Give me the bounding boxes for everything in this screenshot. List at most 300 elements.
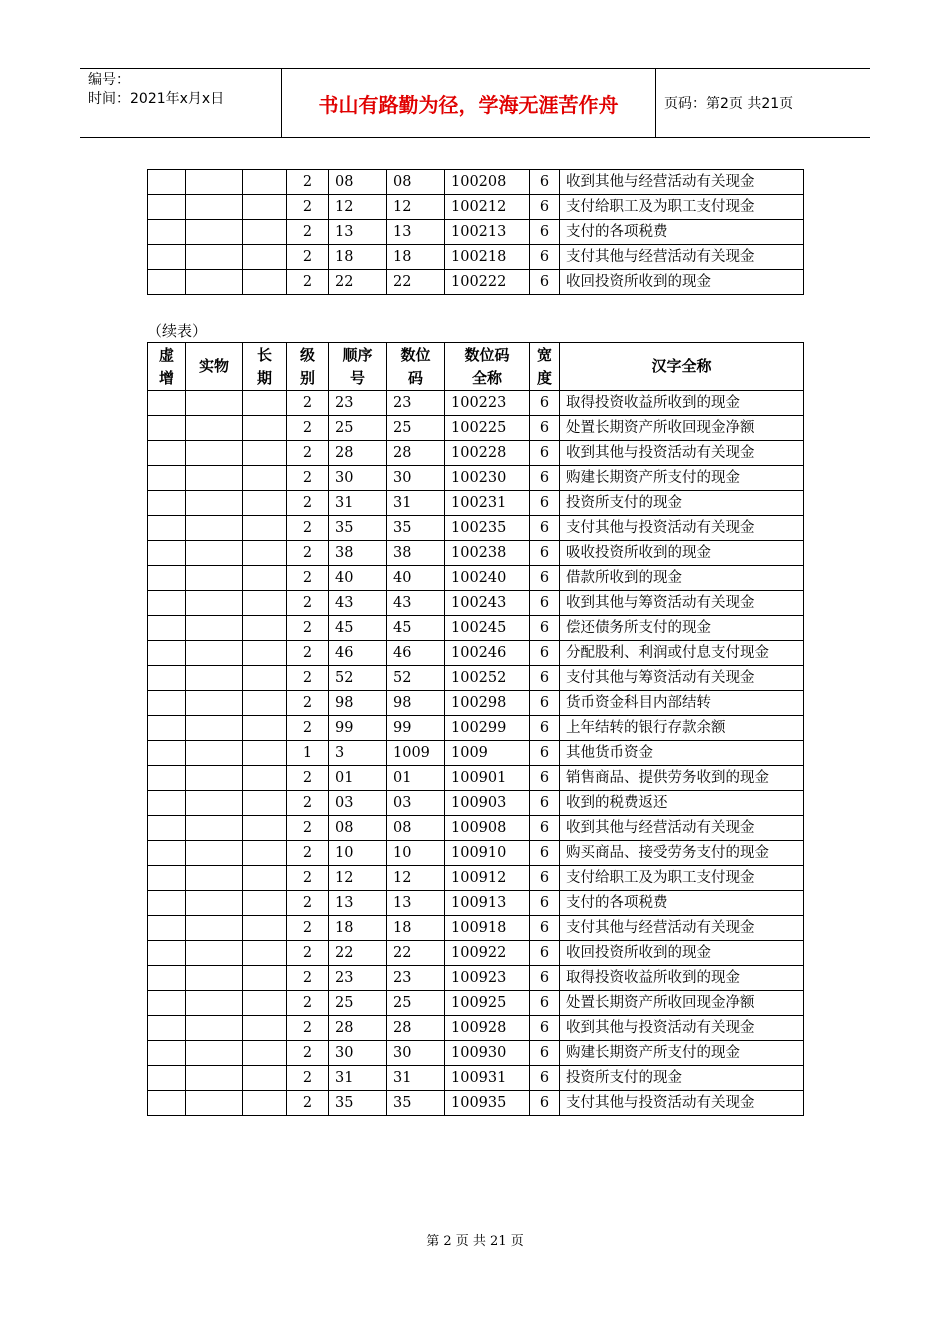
table-cell: 31 [387, 491, 445, 516]
column-header-line: 级 [299, 345, 315, 364]
table-cell: 23 [329, 391, 387, 416]
table-cell: 收到的税费返还 [560, 791, 804, 816]
table-cell [148, 220, 186, 245]
header-page-info: 页码：第2页 共21页 [664, 96, 794, 112]
table-cell [243, 791, 287, 816]
table-cell [186, 916, 243, 941]
table-cell: 23 [387, 966, 445, 991]
table-cell [243, 766, 287, 791]
table-cell [186, 441, 243, 466]
header-motto: 书山有路勤为径，学海无涯苦作舟 [318, 92, 619, 117]
table-cell: 22 [329, 941, 387, 966]
table-cell [148, 641, 186, 666]
table-cell [148, 841, 186, 866]
table-row [148, 170, 804, 195]
table-cell [243, 916, 287, 941]
table-cell: 6 [530, 491, 560, 516]
table-cell: 99 [329, 716, 387, 741]
table-cell [148, 491, 186, 516]
table-cell [148, 245, 186, 270]
table-cell: 100298 [445, 691, 530, 716]
table-cell: 6 [530, 666, 560, 691]
table-cell [243, 245, 287, 270]
table-cell: 支付其他与投资活动有关现金 [560, 516, 804, 541]
table-cell: 98 [329, 691, 387, 716]
column-header-line: 期 [256, 368, 272, 387]
table-row [148, 491, 804, 516]
column-header-line: 数位 [400, 345, 431, 364]
table-cell: 收到其他与投资活动有关现金 [560, 1016, 804, 1041]
table-cell: 100923 [445, 966, 530, 991]
table-cell: 35 [329, 516, 387, 541]
table-cell [243, 891, 287, 916]
table-cell [243, 741, 287, 766]
table-cell: 2 [287, 891, 329, 916]
table-cell: 12 [387, 866, 445, 891]
table-cell: 46 [387, 641, 445, 666]
table-cell: 52 [387, 666, 445, 691]
table-cell: 6 [530, 270, 560, 295]
table-cell: 1 [287, 741, 329, 766]
table-cell: 借款所收到的现金 [560, 566, 804, 591]
column-header [560, 343, 804, 391]
table-cell: 08 [387, 170, 445, 195]
table-cell: 支付其他与经营活动有关现金 [560, 916, 804, 941]
table-cell [148, 741, 186, 766]
table-row [148, 441, 804, 466]
table-cell: 6 [530, 220, 560, 245]
table-cell: 2 [287, 1041, 329, 1066]
table-cell [186, 466, 243, 491]
table-cell [186, 716, 243, 741]
table-cell: 2 [287, 170, 329, 195]
table-cell: 2 [287, 691, 329, 716]
table-cell: 40 [387, 566, 445, 591]
table-cell: 100228 [445, 441, 530, 466]
table-cell: 22 [329, 270, 387, 295]
column-header [186, 343, 243, 391]
table-cell: 31 [329, 1066, 387, 1091]
table-cell: 03 [387, 791, 445, 816]
table-cell: 2 [287, 516, 329, 541]
table-cell: 35 [387, 1091, 445, 1116]
table-cell: 投资所支付的现金 [560, 1066, 804, 1091]
table-cell: 100230 [445, 466, 530, 491]
table-cell: 6 [530, 566, 560, 591]
table-cell: 2 [287, 391, 329, 416]
table-cell [148, 616, 186, 641]
table-cell: 6 [530, 245, 560, 270]
table-cell: 6 [530, 916, 560, 941]
table-cell: 100912 [445, 866, 530, 891]
table-cell: 吸收投资所收到的现金 [560, 541, 804, 566]
table-row [148, 666, 804, 691]
table-cell: 6 [530, 541, 560, 566]
header-meta [88, 71, 283, 109]
table-cell: 10 [387, 841, 445, 866]
table-cell: 6 [530, 641, 560, 666]
table-cell: 2 [287, 866, 329, 891]
page-footer: 第 2 页 共 21 页 [426, 1234, 524, 1249]
table-cell: 98 [387, 691, 445, 716]
table-cell [148, 195, 186, 220]
column-header [148, 343, 186, 391]
table-cell: 6 [530, 616, 560, 641]
table-cell: 28 [329, 441, 387, 466]
column-header-line: 全称 [471, 368, 502, 387]
table-cell: 100918 [445, 916, 530, 941]
table-row [148, 791, 804, 816]
table-cell: 100928 [445, 1016, 530, 1041]
table-cell: 2 [287, 841, 329, 866]
table-cell: 2 [287, 991, 329, 1016]
table-cell [243, 566, 287, 591]
table-cell: 支付其他与投资活动有关现金 [560, 1091, 804, 1116]
main-table [147, 342, 804, 1116]
table-cell: 其他货币资金 [560, 741, 804, 766]
table-cell [186, 816, 243, 841]
table-cell [148, 991, 186, 1016]
table-cell [186, 566, 243, 591]
table-cell [148, 766, 186, 791]
table-cell: 6 [530, 766, 560, 791]
table-cell: 1009 [445, 741, 530, 766]
table-row [148, 416, 804, 441]
table-cell: 25 [329, 416, 387, 441]
table-cell: 45 [387, 616, 445, 641]
table-cell: 收到其他与经营活动有关现金 [560, 816, 804, 841]
table-cell: 35 [387, 516, 445, 541]
table-cell: 6 [530, 441, 560, 466]
table-cell: 6 [530, 841, 560, 866]
table-cell [148, 416, 186, 441]
table-cell: 6 [530, 591, 560, 616]
table-cell [148, 966, 186, 991]
table-cell: 2 [287, 791, 329, 816]
table-row [148, 1066, 804, 1091]
table-row [148, 220, 804, 245]
table-cell [148, 1016, 186, 1041]
table-cell: 100231 [445, 491, 530, 516]
table-cell: 01 [329, 766, 387, 791]
table-cell [186, 391, 243, 416]
table-cell: 30 [329, 1041, 387, 1066]
table-cell: 6 [530, 195, 560, 220]
top-table [147, 169, 804, 295]
table-cell: 100240 [445, 566, 530, 591]
table-cell: 28 [387, 1016, 445, 1041]
table-cell [148, 1091, 186, 1116]
table-cell: 43 [329, 591, 387, 616]
column-header-line: 顺序 [342, 345, 373, 364]
table-cell [243, 991, 287, 1016]
table-cell [148, 916, 186, 941]
table-cell: 100243 [445, 591, 530, 616]
column-header-line: 虚 [158, 345, 174, 364]
table-cell [148, 791, 186, 816]
table-cell: 2 [287, 541, 329, 566]
table-cell: 100252 [445, 666, 530, 691]
table-cell: 收到其他与筹资活动有关现金 [560, 591, 804, 616]
table-row [148, 891, 804, 916]
table-cell: 100238 [445, 541, 530, 566]
table-row [148, 816, 804, 841]
table-row [148, 1016, 804, 1041]
table-cell [186, 941, 243, 966]
column-header [387, 343, 445, 391]
table-cell [186, 591, 243, 616]
table-cell: 6 [530, 391, 560, 416]
table-cell: 支付给职工及为职工支付现金 [560, 195, 804, 220]
table-cell: 2 [287, 220, 329, 245]
table-cell: 2 [287, 491, 329, 516]
table-cell [243, 1066, 287, 1091]
table-cell: 2 [287, 941, 329, 966]
table-cell: 38 [387, 541, 445, 566]
table-row [148, 866, 804, 891]
table-cell [243, 841, 287, 866]
table-cell [186, 841, 243, 866]
table-cell: 99 [387, 716, 445, 741]
table-cell: 2 [287, 666, 329, 691]
table-row [148, 195, 804, 220]
table-row [148, 391, 804, 416]
table-cell: 2 [287, 195, 329, 220]
table-cell [186, 741, 243, 766]
table-cell: 2 [287, 766, 329, 791]
table-cell: 12 [329, 195, 387, 220]
table-cell: 100246 [445, 641, 530, 666]
table-cell [243, 491, 287, 516]
table-cell [186, 966, 243, 991]
table-cell [148, 516, 186, 541]
table-cell [148, 441, 186, 466]
table-cell: 购建长期资产所支付的现金 [560, 466, 804, 491]
table-cell: 23 [329, 966, 387, 991]
table-cell: 100931 [445, 1066, 530, 1091]
table-cell: 100922 [445, 941, 530, 966]
table-cell [186, 891, 243, 916]
table-cell [186, 270, 243, 295]
table-cell [148, 270, 186, 295]
table-cell: 2 [287, 566, 329, 591]
table-cell: 100935 [445, 1091, 530, 1116]
table-cell: 25 [387, 991, 445, 1016]
table-row [148, 641, 804, 666]
table-cell [243, 591, 287, 616]
table-row [148, 591, 804, 616]
table-cell: 收到其他与投资活动有关现金 [560, 441, 804, 466]
table-cell: 100903 [445, 791, 530, 816]
table-cell: 投资所支付的现金 [560, 491, 804, 516]
table-cell [186, 516, 243, 541]
table-cell: 2 [287, 816, 329, 841]
column-header-line: 别 [299, 368, 315, 387]
table-cell [186, 641, 243, 666]
table-cell [148, 591, 186, 616]
column-header [445, 343, 530, 391]
table-cell [186, 195, 243, 220]
table-cell [243, 816, 287, 841]
table-cell: 2 [287, 1066, 329, 1091]
table-cell [148, 891, 186, 916]
table-cell: 100212 [445, 195, 530, 220]
table-cell: 25 [329, 991, 387, 1016]
table-cell: 12 [329, 866, 387, 891]
table-cell [186, 170, 243, 195]
column-header-line: 实物 [198, 357, 229, 375]
header-motto-cell [281, 69, 656, 137]
table-cell [148, 566, 186, 591]
table-cell [186, 1091, 243, 1116]
table-cell: 取得投资收益所收到的现金 [560, 391, 804, 416]
table-row [148, 1041, 804, 1066]
table-cell: 2 [287, 466, 329, 491]
table-cell [148, 691, 186, 716]
table-cell [148, 816, 186, 841]
table-cell: 08 [387, 816, 445, 841]
table-cell [243, 716, 287, 741]
table-cell [186, 416, 243, 441]
table-cell [243, 866, 287, 891]
table-cell: 100222 [445, 270, 530, 295]
table-cell: 100925 [445, 991, 530, 1016]
table-cell: 2 [287, 441, 329, 466]
document-number-label: 编号： [88, 72, 130, 88]
table-cell: 23 [387, 391, 445, 416]
table-cell: 6 [530, 866, 560, 891]
table-cell: 30 [387, 1041, 445, 1066]
column-header [243, 343, 287, 391]
table-cell: 6 [530, 1016, 560, 1041]
column-header-line: 宽 [536, 345, 552, 364]
table-cell [148, 941, 186, 966]
table-cell: 2 [287, 270, 329, 295]
table-row [148, 766, 804, 791]
table-cell: 2 [287, 916, 329, 941]
table-cell: 28 [329, 1016, 387, 1041]
table-cell: 6 [530, 791, 560, 816]
table-cell: 6 [530, 816, 560, 841]
table-cell [243, 170, 287, 195]
table-cell [243, 466, 287, 491]
table-cell [243, 195, 287, 220]
table-cell [243, 1091, 287, 1116]
table-header-row [148, 343, 804, 391]
table-cell [243, 1041, 287, 1066]
table-cell [243, 416, 287, 441]
table-cell: 6 [530, 466, 560, 491]
table-cell: 2 [287, 1091, 329, 1116]
column-header-line: 数位码 [464, 345, 510, 364]
column-header-line: 度 [536, 368, 552, 387]
table-cell: 100225 [445, 416, 530, 441]
table-cell: 支付给职工及为职工支付现金 [560, 866, 804, 891]
table-cell: 100218 [445, 245, 530, 270]
table-cell [148, 541, 186, 566]
column-header-line: 汉字全称 [651, 357, 712, 375]
table-cell: 2 [287, 1016, 329, 1041]
table-cell: 100908 [445, 816, 530, 841]
table-cell [148, 1066, 186, 1091]
table-cell [243, 441, 287, 466]
table-cell: 6 [530, 741, 560, 766]
table-cell: 6 [530, 991, 560, 1016]
table-cell: 38 [329, 541, 387, 566]
table-cell: 2 [287, 245, 329, 270]
table-cell: 2 [287, 716, 329, 741]
table-cell: 购买商品、接受劳务支付的现金 [560, 841, 804, 866]
table-row [148, 566, 804, 591]
table-caption: （续表） [147, 322, 208, 340]
table-cell: 100223 [445, 391, 530, 416]
table-cell: 45 [329, 616, 387, 641]
table-cell: 18 [329, 916, 387, 941]
table-cell [186, 1016, 243, 1041]
table-cell: 6 [530, 891, 560, 916]
table-cell: 31 [387, 1066, 445, 1091]
table-cell: 处置长期资产所收回现金净额 [560, 991, 804, 1016]
table-cell: 35 [329, 1091, 387, 1116]
table-cell: 6 [530, 941, 560, 966]
table-row [148, 741, 804, 766]
column-header-line: 增 [158, 368, 174, 387]
table-cell: 购建长期资产所支付的现金 [560, 1041, 804, 1066]
table-cell [243, 1016, 287, 1041]
table-cell: 6 [530, 170, 560, 195]
table-cell [186, 1066, 243, 1091]
table-cell: 2 [287, 591, 329, 616]
table-cell: 100901 [445, 766, 530, 791]
table-cell: 13 [387, 891, 445, 916]
table-cell: 上年结转的银行存款余额 [560, 716, 804, 741]
table-cell: 支付的各项税费 [560, 891, 804, 916]
table-cell [243, 966, 287, 991]
table-cell: 100235 [445, 516, 530, 541]
table-cell: 40 [329, 566, 387, 591]
table-row [148, 916, 804, 941]
table-cell: 3 [329, 741, 387, 766]
table-cell: 100299 [445, 716, 530, 741]
table-cell [243, 941, 287, 966]
table-row [148, 716, 804, 741]
table-cell: 100245 [445, 616, 530, 641]
table-cell [243, 516, 287, 541]
table-cell: 收回投资所收到的现金 [560, 941, 804, 966]
column-header [530, 343, 560, 391]
table-cell: 10 [329, 841, 387, 866]
table-cell [148, 170, 186, 195]
table-cell [186, 991, 243, 1016]
table-cell: 100930 [445, 1041, 530, 1066]
table-cell [186, 791, 243, 816]
table-cell: 22 [387, 941, 445, 966]
column-header-line: 号 [349, 368, 365, 387]
table-cell: 30 [387, 466, 445, 491]
table-cell: 01 [387, 766, 445, 791]
table-cell [148, 1041, 186, 1066]
table-cell [186, 616, 243, 641]
table-cell: 6 [530, 966, 560, 991]
table-cell [186, 691, 243, 716]
table-cell: 25 [387, 416, 445, 441]
table-cell [148, 391, 186, 416]
table-cell [243, 541, 287, 566]
table-cell: 支付的各项税费 [560, 220, 804, 245]
table-cell: 100213 [445, 220, 530, 245]
table-cell: 18 [329, 245, 387, 270]
table-row [148, 841, 804, 866]
